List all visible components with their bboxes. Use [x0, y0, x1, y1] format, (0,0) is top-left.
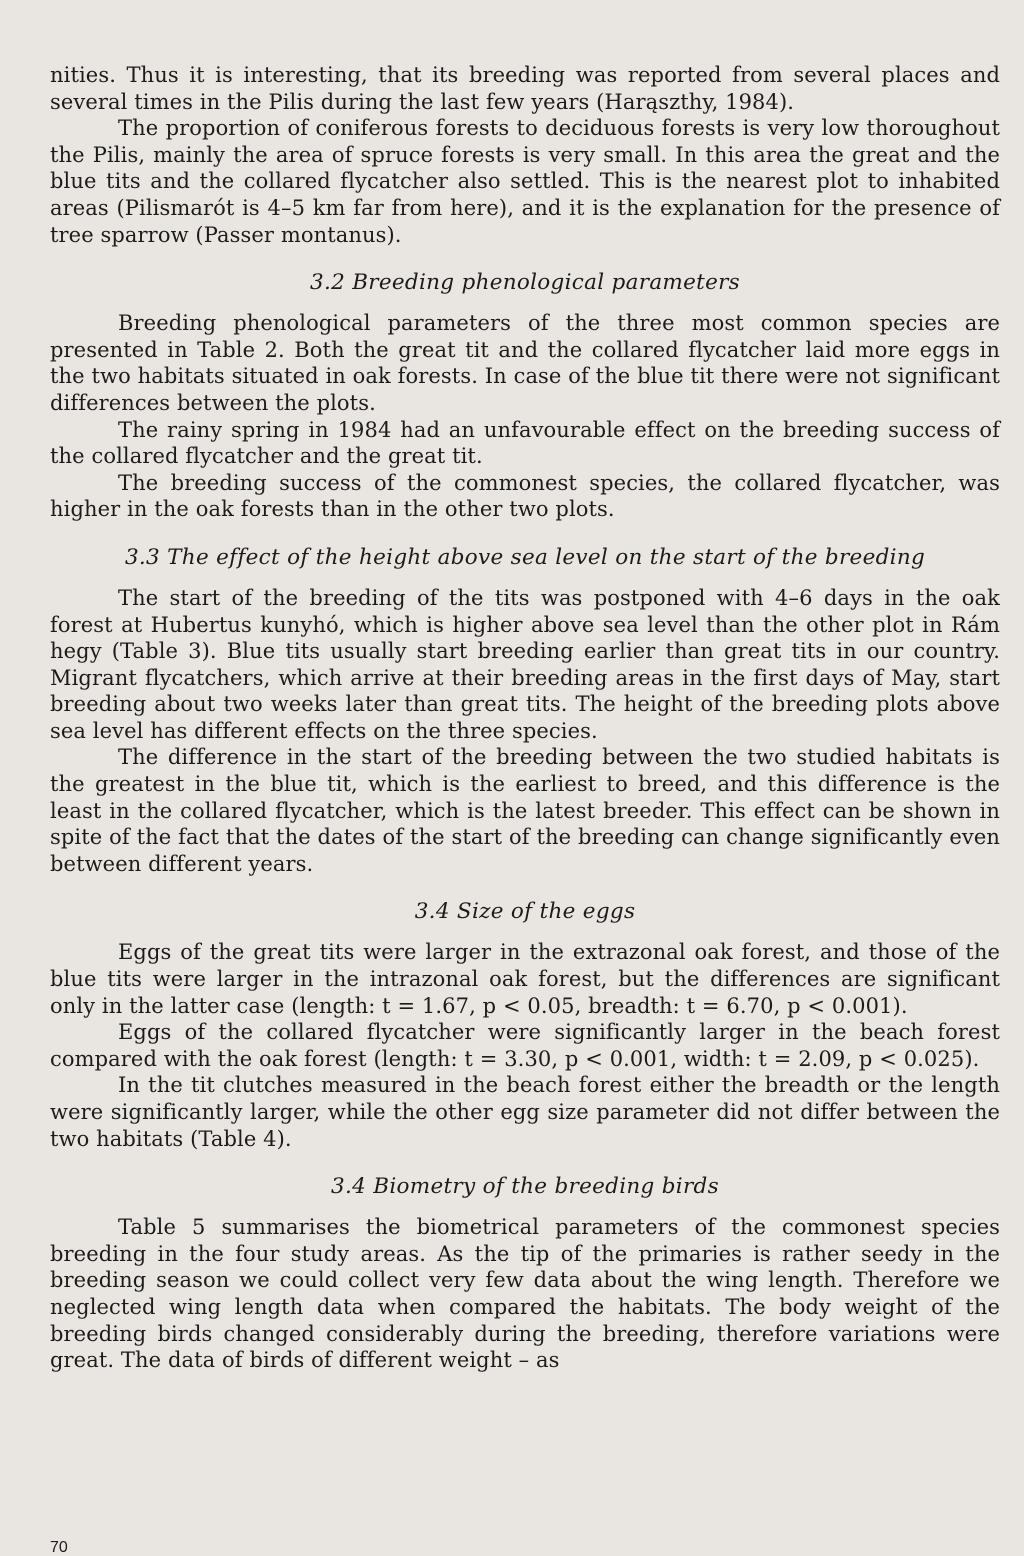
- section-heading-height-above-sea-level: 3.3 The effect of the height above sea level on the start of the breeding: [124, 544, 926, 570]
- paragraph-flycatcher-eggs: Eggs of the collared flycatcher were significantly larger in the beach forest compared with the oak forest (length: t = 3.30, p < 0.001, width: t = 2.09, p < 0.025).: [50, 1020, 1000, 1071]
- paragraph-great-tit-eggs: Eggs of the great tits were larger in the extrazonal oak forest, and those of the blue tits were larger in the intrazonal oak forest, but the differences are significant only in the latter case (length: t = 1.67, p < 0.05, breadth: t = 6.70, p < 0.001).: [50, 940, 1000, 1018]
- section-heading-breeding-phenological-parameters: 3.2 Breeding phenological parameters: [309, 270, 741, 296]
- page-number: 70: [50, 1539, 68, 1556]
- paragraph-coniferous-forests: The proportion of coniferous forests to deciduous forests is very low thoroughout the Pilis, mainly the area of spruce forests is very small. In this area the great and the blue tits and the collared flycatcher also settled. This is the nearest plot to inhabited areas (Pilismarót is 4–5 km far from here), and it is the explanation for the presence of tree sparrow (Passer montanus).: [50, 116, 1000, 247]
- section-heading-size-of-eggs: 3.4 Size of the eggs: [414, 899, 636, 925]
- paragraph-breeding-success: The breeding success of the commonest species, the collared flycatcher, was higher in the oak forests than in the other two plots.: [50, 470, 1000, 522]
- paragraph-start-of-breeding: The start of the breeding of the tits was postponed with 4–6 days in the oak forest at Hubertus kunyhó, which is higher above sea level than the other plot in Rám hegy (Table 3). Blue tits usually start breeding earlier than great tits in our country. Migrant flycatchers, which arrive at their breeding areas in the first days of May, start breeding about two weeks later than great tits. The height of the breeding plots above sea level has different effects on the three species.: [50, 585, 1000, 743]
- paragraph-rainy-spring: The rainy spring in 1984 had an unfavourable effect on the breeding success of the collared flycatcher and the great tit.: [50, 417, 1000, 469]
- paragraph-phenological-parameters: Breeding phenological parameters of the three most common species are presented in Table 2. Both the great tit and the collared flycatcher laid more eggs in the two habitats situated in oak forests. In case of the blue tit there were not significant differences between the plots.: [50, 311, 1000, 415]
- section-heading-biometry: 3.4 Biometry of the breeding birds: [331, 1174, 719, 1200]
- paragraph-continued: nities. Thus it is interesting, that its breeding was reported from several places and several times in the Pilis during the last few years (Harąszthy, 1984).: [50, 63, 1000, 114]
- page-body: [50, 62, 1000, 1374]
- paragraph-habitat-difference: The difference in the start of the breeding between the two studied habitats is the greatest in the blue tit, which is the earliest to breed, and this difference is the least in the collared flycatcher, which is the latest breeder. This effect can be shown in spite of the fact that the dates of the start of the breeding can change significantly even between different years.: [50, 745, 1000, 876]
- paragraph-tit-clutches: In the tit clutches measured in the beach forest either the breadth or the length were significantly larger, while the other egg size parameter did not differ between the two habitats (Table 4).: [50, 1073, 1000, 1151]
- paragraph-biometrical-parameters: Table 5 summarises the biometrical parameters of the commonest species breeding in the four study areas. As the tip of the primaries is rather seedy in the breeding season we could collect very few data about the wing length. Therefore we neglected wing length data when compared the habitats. The body weight of the breeding birds changed considerably during the breeding, therefore variations were great. The data of birds of different weight – as: [50, 1215, 1000, 1373]
